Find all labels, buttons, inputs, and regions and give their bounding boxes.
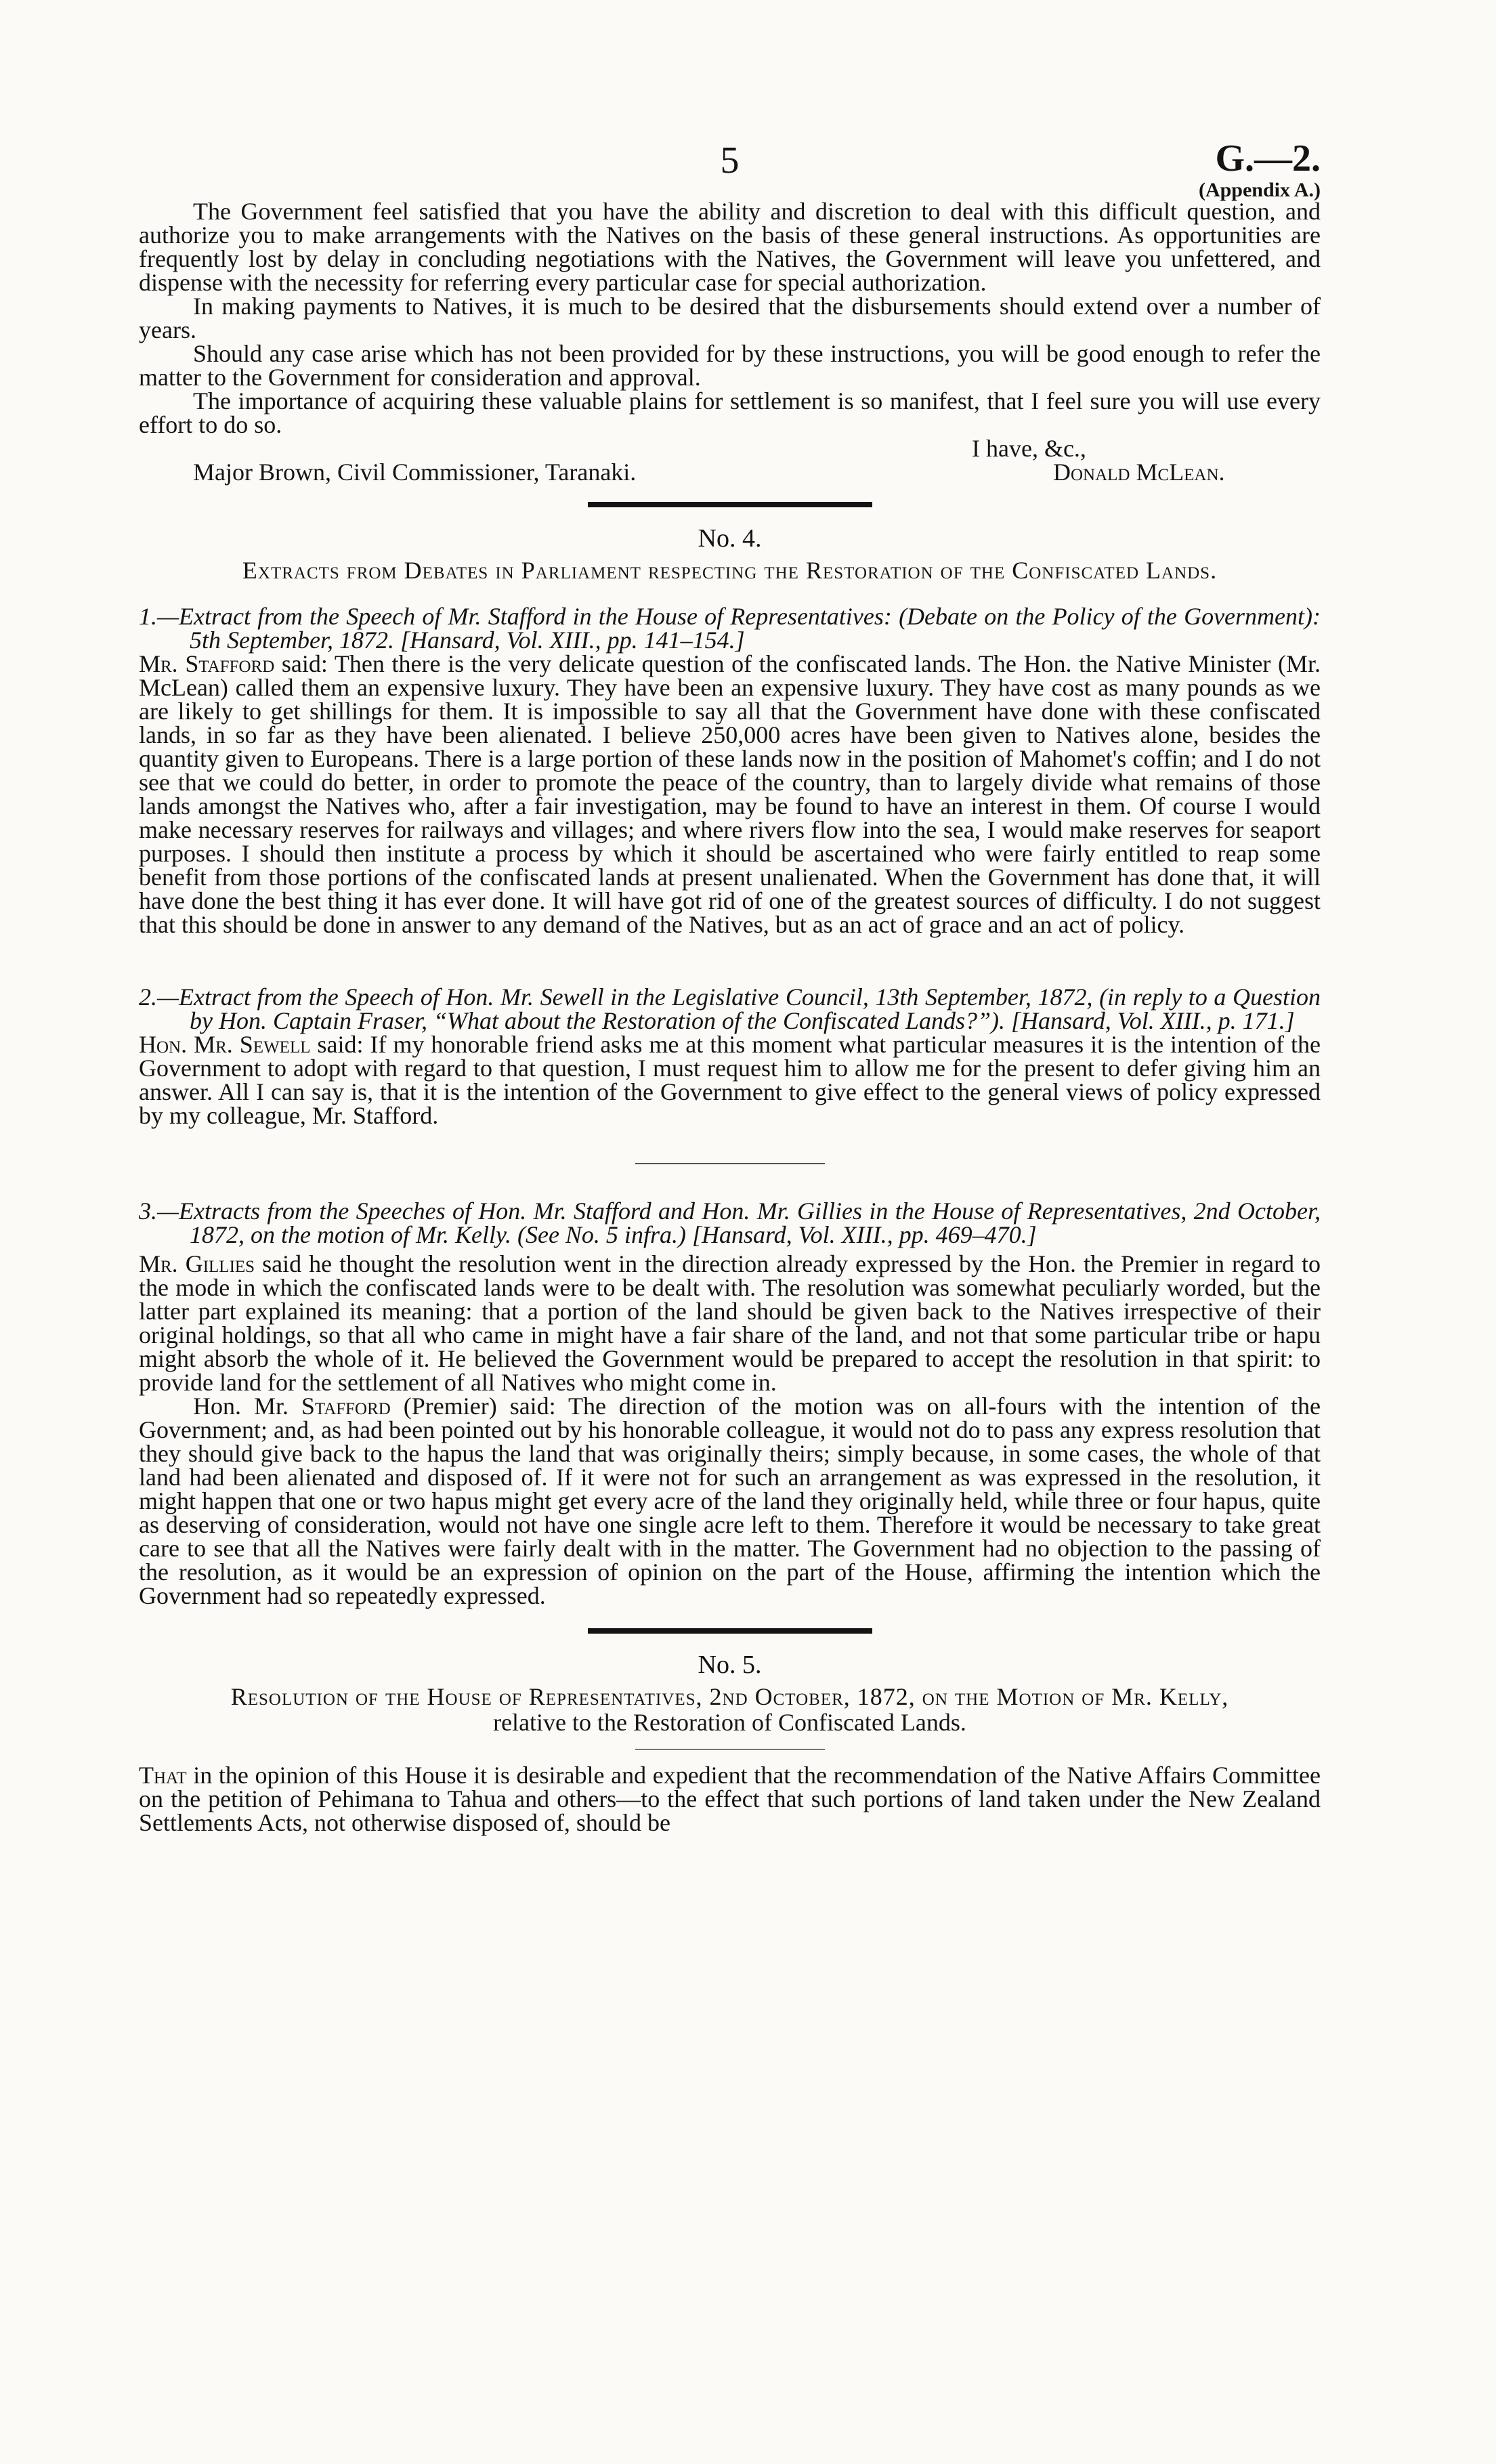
letter-paragraph: Should any case arise which has not been provided for by these instructions, you will be good enough to refer the matter to the Government for consideration and approval.	[139, 340, 1321, 391]
speaker-name: Stafford	[301, 1393, 391, 1420]
extract-3	[139, 1199, 1321, 1608]
speech-text: said: The direction of the motion was on all-fours with the intention of the Government; and, as had been pointed out by his honorable colleague, it would not do to pass any express resolution that they should give back to the hapus the land that was originally theirs; simply because, in some cases, the whole of that land had been alienated and disposed of. If it were not for such an arrangement as was expressed in the resolution, it might happen that one or two hapus might get every acre of the land they originally held, while three or four hapus, quite as deserving of consideration, would not have one single acre left to them. Therefore it would be necessary to take great care to see that all the Natives were fairly dealt with in the matter. The Government had no objection to the passing of the resolution, as it would be an expression of opinion on the part of the House, affirming the intention which the Government had so repeatedly expressed.	[139, 1393, 1321, 1609]
section-divider	[588, 1628, 872, 1634]
title-underline	[635, 1749, 825, 1750]
closing: I have, &c.,	[972, 435, 1086, 462]
letter-section	[139, 200, 1321, 484]
resolution-lead: That	[139, 1762, 187, 1789]
spacer	[139, 937, 1321, 964]
speech-text: said he thought the resolution went in the direction already expressed by the Hon. the Premier in regard to the mode in which the confiscated lands were to be dealt with. The resolution was somewhat peculiarly worded, but the latter part explained its meaning: that a portion of the land should be given back to the Natives irrespective of their original holdings, so that all who came in might have a fair share of the land, and not that some particular tribe or hapu might absorb the whole of it. He believed the Government would be prepared to accept the resolution in that spirit: to provide land for the settlement of all Natives who might come in.	[139, 1250, 1321, 1396]
speaker-suffix: (Premier)	[403, 1393, 497, 1420]
document-reference	[1199, 139, 1321, 203]
section-title-line: Resolution of the House of Representatives, 2nd October, 1872, on the Motion of Mr. Kelly,	[230, 1683, 1229, 1710]
signature: Donald McLean.	[1053, 459, 1225, 486]
speech-text: said: Then there is the very delicate question of the confiscated lands. The Hon. the Native Minister (Mr. McLean) called them an expensive luxury. They have been an expensive luxury. They have cost as many pounds as we are likely to get shillings for them. It is impossible to say all that the Government have done with these confiscated lands, in so far as they have been alienated. I believe 250,000 acres have been given to Natives alone, besides the quantity given to Europeans. There is a large portion of these lands now in the position of Mahomet's coffin; and I do not see that we could do better, in order to promote the peace of the country, than to largely divide what remains of those lands amongst the Natives who, after a fair investigation, may be found to have an interest in them. Of course I would make necessary reserves for railways and villages; and where rivers flow into the sea, I would make reserves for seaport purposes. I should then institute a process by which it should be ascertained who were fairly entitled to reap some benefit from those portions of the confiscated lands at present unalienated. When the Government has done that, it will have done the best thing it has ever done. It will have got rid of one of the greatest sources of difficulty. I do not suggest that this should be done in answer to any demand of the Natives, but as an act of grace and an act of policy.	[139, 650, 1321, 938]
closing-row	[139, 437, 1321, 461]
page-number: 5	[720, 140, 740, 182]
section-title-line: relative to the Restoration of Confiscated Lands.	[493, 1709, 966, 1736]
letter-paragraph: In making payments to Natives, it is much to be desired that the disbursements should extend over a number of years.	[139, 293, 1321, 343]
extract-heading: 2.—Extract from the Speech of Hon. Mr. Sewell in the Legislative Council, 13th September, 1872, (in reply to a Question by Hon. Captain Fraser, “What about the Restoration of the Confiscated Lands?”). [Hansard, Vol. XIII., p. 171.]	[139, 983, 1321, 1034]
document-page	[139, 139, 1321, 1835]
letter-paragraph: The importance of acquiring these valuable plains for settlement is so manifest, that I feel sure you will use every effort to do so.	[139, 387, 1321, 438]
signature-row	[139, 461, 1321, 484]
speaker-prefix: Hon. Mr.	[193, 1393, 288, 1420]
resolution-text	[139, 1764, 1321, 1835]
speaker-name: Hon. Mr. Sewell	[139, 1031, 311, 1058]
extract-body	[139, 652, 1321, 937]
section-divider	[588, 502, 872, 507]
speaker-name: Mr. Gillies	[139, 1250, 255, 1277]
extract-body	[139, 1395, 1321, 1608]
section-no4	[139, 525, 1321, 1608]
section-title: Extracts from Debates in Parliament respecting the Restoration of the Confiscated Lands.	[242, 557, 1218, 584]
extract-heading: 1.—Extract from the Speech of Mr. Stafford in the House of Representatives: (Debate on the Policy of the Government): 5th September, 1872. [Hansard, Vol. XIII., pp. 141–154.]	[139, 603, 1321, 654]
speech-text: said: If my honorable friend asks me at this moment what particular measures it is the intention of the Government to adopt with regard to that question, I must request him to allow me for the present to defer giving him an answer. All I can say is, that it is the intention of the Government to give effect to the general views of policy expressed by my colleague, Mr. Stafford.	[139, 1031, 1321, 1129]
letter-paragraph: The Government feel satisfied that you have the ability and discretion to deal with this difficult question, and authorize you to make arrangements with the Natives on the basis of these general instructions. As opportunities are frequently lost by delay in concluding negotiations with the Natives, the Government will leave you unfettered, and dispense with the necessity for referring every particular case for special authorization.	[139, 198, 1321, 296]
extract-1	[139, 605, 1321, 937]
section-no5	[139, 1651, 1321, 1835]
addressee: Major Brown, Civil Commissioner, Taranaki.	[193, 459, 637, 486]
extract-2	[139, 985, 1321, 1128]
extract-heading: 3.—Extracts from the Speeches of Hon. Mr. Stafford and Hon. Mr. Gillies in the House of Representatives, 2nd October, 1872, on the motion of Mr. Kelly. (See No. 5 infra.) [Hansard, Vol. XIII., pp. 469–470.]	[139, 1197, 1321, 1248]
extract-body	[139, 1252, 1321, 1395]
appendix-label: (Appendix A.)	[1198, 179, 1321, 201]
extract-body	[139, 1033, 1321, 1128]
section-number: No. 5.	[698, 1651, 762, 1679]
resolution-body: in the opinion of this House it is desirable and expedient that the recommendation of the Native Affairs Committee on the petition of Pehimana to Tahua and others—to the effect that such portions of land taken under the New Zealand Settlements Acts, not otherwise disposed of, should be	[139, 1762, 1321, 1836]
speaker-name: Mr. Stafford	[139, 650, 275, 677]
doc-ref-code: G.—2.	[1215, 137, 1321, 179]
extract-divider	[635, 1163, 825, 1164]
section-number: No. 4.	[698, 524, 762, 553]
page-header	[139, 139, 1321, 200]
